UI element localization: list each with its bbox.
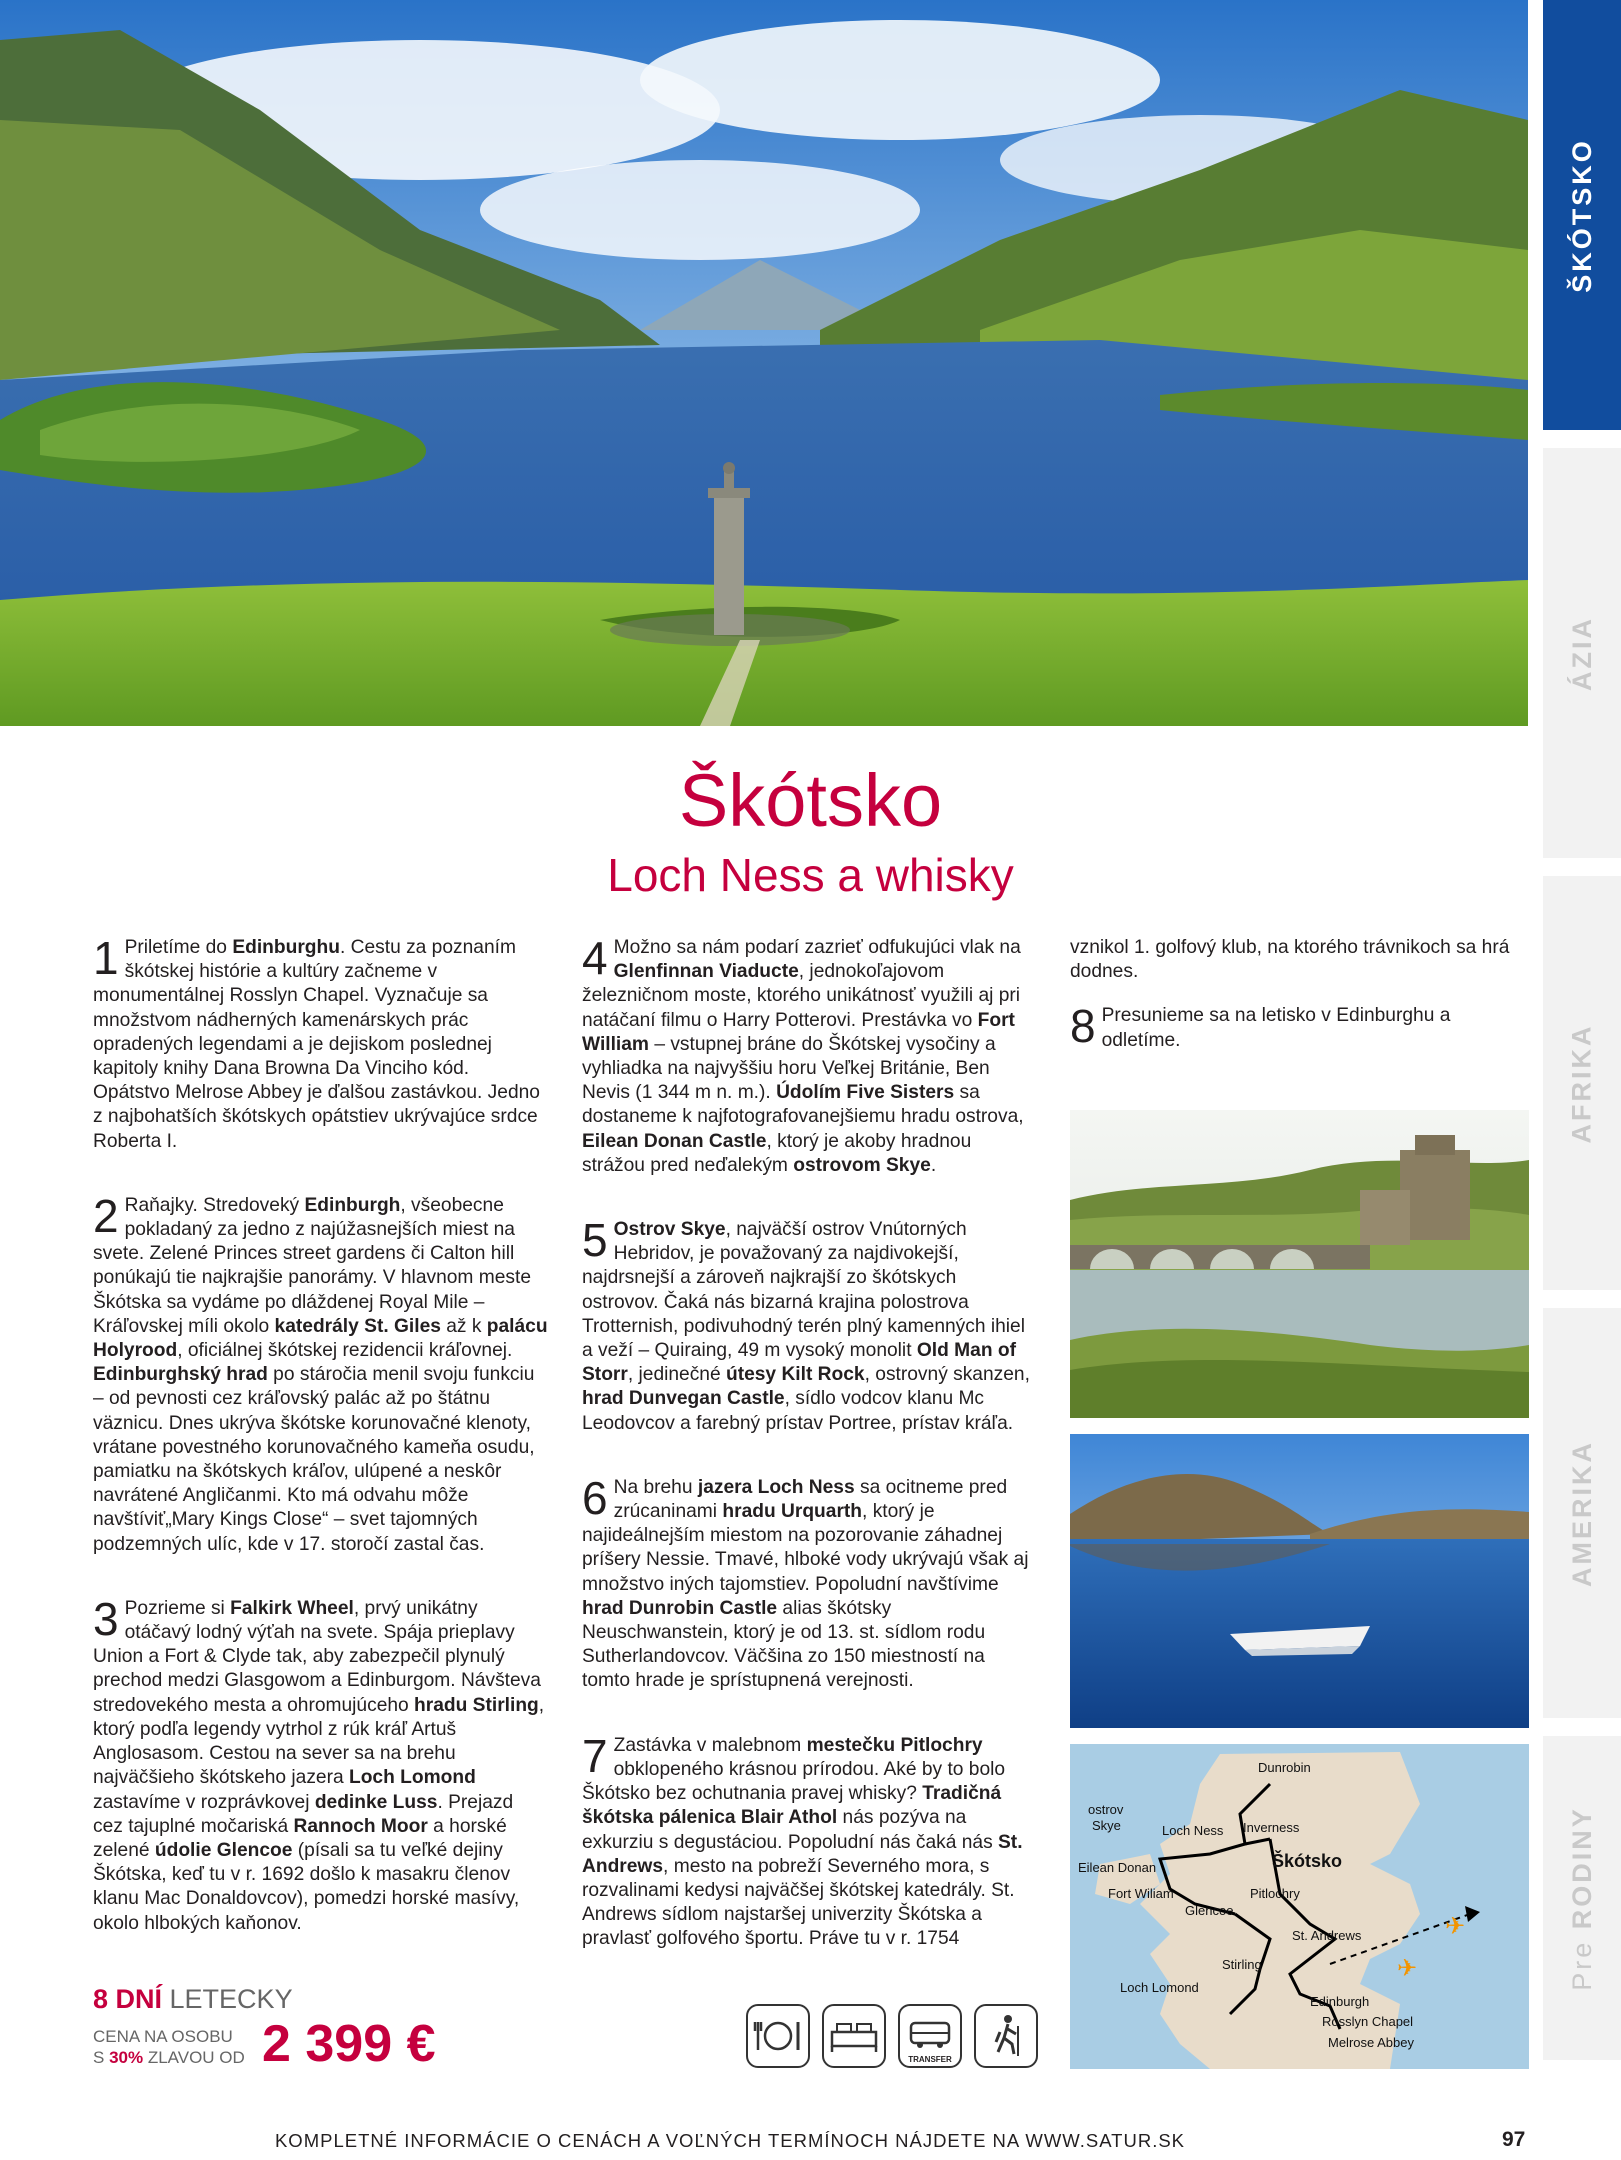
itinerary-column-2	[582, 932, 1037, 1992]
map-label-skye: Skye	[1092, 1818, 1121, 1833]
section-tabs	[1543, 0, 1621, 2060]
accommodation-icon	[822, 2004, 886, 2068]
map-label-st-andrews: St. Andrews	[1292, 1928, 1362, 1943]
tab-afrika[interactable]: AFRIKA	[1543, 876, 1621, 1290]
hero-photo-glenfinnan	[0, 0, 1528, 726]
service-icons	[746, 2004, 1038, 2074]
photo-eilean-donan-castle	[1070, 1110, 1529, 1418]
page-subtitle: Loch Ness a whisky	[607, 849, 1014, 901]
price-value: 2 399 €	[262, 2015, 436, 2073]
meals-icon	[746, 2004, 810, 2068]
tab-amerika[interactable]: AMERIKA	[1543, 1308, 1621, 1718]
itinerary-day: 8 Presunieme sa na letisko v Edinburghu a odletíme.	[1070, 1000, 1451, 1053]
tab-azia[interactable]: ÁZIA	[1543, 448, 1621, 858]
map-country-label: Škótsko	[1272, 1851, 1343, 1871]
photo-lake-boat	[1070, 1434, 1529, 1728]
route-map	[1070, 1744, 1529, 2069]
transfer-icon: TRANSFER	[898, 2004, 962, 2068]
map-label-edinburgh: Edinburgh	[1310, 1994, 1370, 2009]
trip-duration: 8 DNÍ LETECKY	[93, 1984, 293, 2014]
map-label-eilean-donan: Eilean Donan	[1078, 1860, 1157, 1875]
map-label-dunrobin: Dunrobin	[1258, 1760, 1311, 1775]
price-label: CENA NA OSOBU S 30% ZLAVOU OD	[93, 2027, 245, 2067]
itinerary-day: 2 Raňajky. Stredoveký Edinburgh, všeobecne pokladaný za jedno z najúžasnejších miest na svete. Zelené Princes street gardens či Calton hill ponúkajú tie najkrajšie panorámy. V hlavnom meste Škótska sa vydáme po dláždenej Royal Mile – Kráľovskej míli okolo katedrály St. Giles až k palácu Holyrood, oficiálnej škótskej rezidencii kráľovnej. Edinburghský hrad po stáročia menil svoju funkciu – od pevnosti cez kráľovský palác až po štátnu väznicu. Dnes ukrýva škótske korunovačné klenoty, vrátane povestného korunovačného kameňa osudu, pamiatku na škótskych kráľov, ulúpené a neskôr navrátené Angličanmi. Kto má odvahu môže navštíviť„Mary Kings Close“ – svet tajomných podzemných ulíc, kde v 17. storočí zastal čas.	[93, 1189, 548, 1555]
map-label-melrose-abbey: Melrose Abbey	[1328, 2035, 1414, 2050]
page-number: 97	[1502, 2128, 1526, 2151]
page-title: Škótsko	[678, 759, 943, 842]
map-label-ostrov: ostrov	[1088, 1802, 1124, 1817]
map-label-loch-lomond: Loch Lomond	[1120, 1980, 1199, 1995]
map-label-glencoe: Glencoe	[1185, 1903, 1234, 1918]
footer-info: KOMPLETNÉ INFORMÁCIE O CENÁCH A VOĽNÝCH TERMÍNOCH NÁJDETE NA WWW.SATUR.SK	[274, 2130, 1186, 2151]
itinerary-day: 5 Ostrov Skye, najväčší ostrov Vnútorných Hebridov, je považovaný za najdivokejší, najdrsnejší a zároveň najkrajší zo škótskych ostrovov. Čaká nás bizarná krajina polostrova Trotternish, podivuhodný terén plný kamenných ihiel a veží – Quiraing, 49 m vysoký monolit Old Man of Storr, jedinečné útesy Kilt Rock, ostrovný skanzen, hrad Dunvegan Castle, sídlo vodcov klanu Mc Leodovcov a farebný prístav Portree, prístav kráľa.	[582, 1214, 1030, 1434]
tab-skotsko[interactable]: ŠKÓTSKO	[1543, 0, 1621, 430]
airplane-icon: ✈	[1397, 1955, 1418, 1982]
map-label-rosslyn-chapel: Rosslyn Chapel	[1322, 2014, 1414, 2029]
itinerary-day: 6 Na brehu jazera Loch Ness sa ocitneme pred zrúcaninami hradu Urquarth, ktorý je najideálnejším miestom na pozorovanie záhadnej príšery Nessie. Tmavé, hlboké vody ukrývajú však aj množstvo iných tajomstiev. Popoludní navštívime hrad Dunrobin Castle alias škótsky Neuschwanstein, ktorý je od 13. st. sídlom rodu Sutherlandovcov. Väčšina zo 150 miestností na tomto hrade je sprístupnená verejnosti.	[582, 1471, 1029, 1692]
hiking-icon	[974, 2004, 1038, 2068]
map-label-loch-ness: Loch Ness	[1162, 1823, 1224, 1838]
itinerary-column-3	[1070, 936, 1530, 1093]
itinerary-day: 1 Priletíme do Edinburghu. Cestu za poznaním škótskej histórie a kultúry začneme v monumentálnej Rosslyn Chapel. Vyznačuje sa množstvom nádherných kamenárskych prác opradených legendami a je dejiskom poslednej kapitoly knihy Dana Browna Da Vinciho kód. Opátstvo Melrose Abbey je ďalšou zastávkou. Jedno z najbohatších škótskych opátstiev ukrývajúce srdce Roberta I.	[93, 932, 540, 1152]
itinerary-day: 4 Možno sa nám podarí zazrieť odfukujúci vlak na Glenfinnan Viaducte, jednokoľajovom železničnom moste, ktorého unikátnosť využili aj pri natáčaní filmu o Harry Potterovi. Prestávka vo Fort William – vstupnej bráne do Škótskej vysočiny a vyhliadka na najvyššiu horu Veľkej Británie, Ben Nevis (1 344 m n. m.). Údolím Five Sisters sa dostaneme k najfotografovanejšiemu hradu ostrova, Eilean Donan Castle, ktorý je akoby hradnou strážou pred neďalekým ostrovom Skye.	[582, 932, 1024, 1176]
tab-pre-rodiny[interactable]: Pre RODINY	[1543, 1736, 1621, 2060]
map-label-inverness: Inverness	[1243, 1820, 1300, 1835]
itinerary-day-continued: vznikol 1. golfový klub, na ktorého trávnikoch sa hrá dodnes.	[1070, 937, 1510, 983]
map-label-fort-wiliam: Fort Wiliam	[1108, 1886, 1174, 1901]
map-label-pitlochry: Pitlochry	[1250, 1886, 1300, 1901]
itinerary-column-1	[93, 932, 548, 1976]
airplane-icon: ✈	[1445, 1913, 1466, 1940]
map-label-stirling: Stirling	[1222, 1957, 1262, 1972]
itinerary-day: 7 Zastávka v malebnom mestečku Pitlochry obklopeného krásnou prírodou. Aké by to bolo Škótsko bez ochutnania pravej whisky? Tradičná škótska pálenica Blair Athol nás pozýva na exkurziu s degustáciou. Popoludní nás čaká nás St. Andrews, mesto na pobreží Severného mora, s rozvalinami kedysi najväčšej škótskej katedrály. St. Andrews sídlom najstaršej univerzity Škótska a pravlasť golfového športu. Práve tu v r. 1754	[582, 1729, 1023, 1950]
itinerary-day: 3 Pozrieme si Falkirk Wheel, prvý unikátny otáčavý lodný výťah na svete. Spája prieplavy Union a Fort & Clyde tak, aby zabezpečil plynulý prechod medzi Glasgowom a Edinburgom. Návšteva stredovekého mesta a ohromujúceho hradu Stirling, ktorý podľa legendy vytrhol z rúk kráľ Artuš Anglosasom. Cestou na sever sa na brehu najväčšieho škótskeho jazera Loch Lomond zastavíme v rozprávkovej dedinke Luss. Prejazd cez tajuplné močariská Rannoch Moor a horské zelené údolie Glencoe (písali sa tu veľké dejiny Škótska, keď tu v r. 1692 došlo k masakru členov klanu Mac Donaldovcov), pomedzi horské masívy, okolo hlbokých kaňonov.	[93, 1592, 545, 1934]
